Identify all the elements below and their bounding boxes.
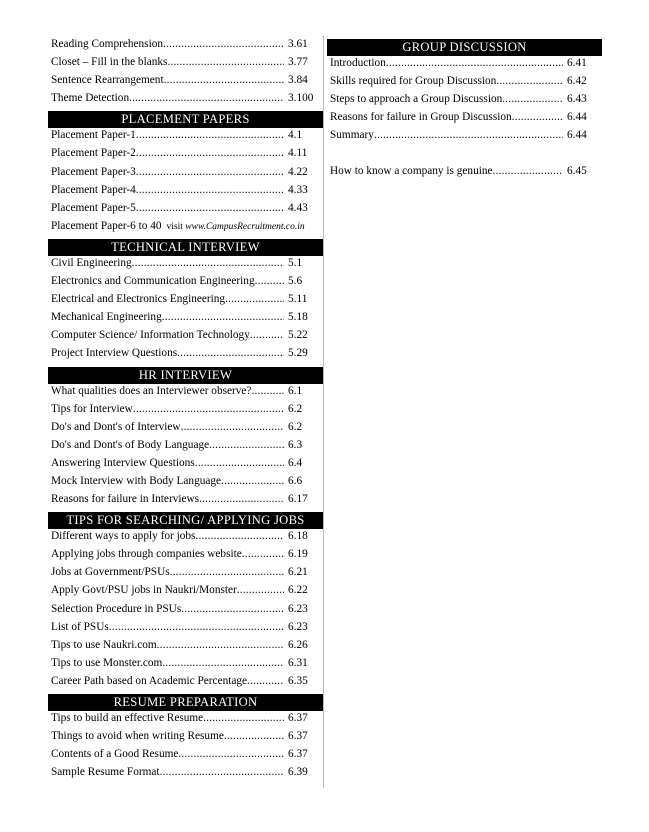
toc-entry xyxy=(48,147,323,165)
toc-entry-title: Tips to use Monster.com xyxy=(51,656,163,669)
toc-entry-page: 3.84 xyxy=(288,74,308,87)
toc-left-column xyxy=(48,38,323,784)
toc-entry-title: How to know a company is genuine xyxy=(330,165,493,178)
toc-entry xyxy=(48,166,323,184)
toc-entry-page: 6.31 xyxy=(288,656,308,669)
dot-leader xyxy=(136,184,284,196)
toc-entry-page: 3.100 xyxy=(288,92,314,105)
toc-entry-title: Things to avoid when writing Resume xyxy=(51,730,224,743)
toc-entry-title: Introduction xyxy=(330,57,386,69)
toc-entry xyxy=(48,748,323,766)
dot-leader xyxy=(109,621,284,633)
toc-entry-page: 5.11 xyxy=(288,293,308,306)
dot-leader xyxy=(177,347,284,359)
toc-entry-page: 6.18 xyxy=(288,530,308,543)
toc-entry xyxy=(48,421,323,439)
toc-entry-title: Reasons for failure in Interviews xyxy=(51,493,200,506)
toc-entry-page: 6.39 xyxy=(288,766,308,779)
toc-entry xyxy=(48,56,323,74)
toc-entry-title: Closet – Fill in the blanks xyxy=(51,56,168,69)
toc-entry-page: 6.37 xyxy=(288,730,308,743)
toc-entry-title: Electrical and Electronics Engineering xyxy=(51,293,226,306)
dot-leader xyxy=(496,75,563,87)
column-divider xyxy=(323,36,324,788)
toc-entry-page: 4.33 xyxy=(288,183,308,196)
dot-leader xyxy=(225,293,284,305)
toc-entry-page: 3.77 xyxy=(288,56,308,69)
toc-entry-title: Sample Resume Format xyxy=(51,766,160,779)
toc-entry xyxy=(48,639,323,657)
toc-entry-page: 6.45 xyxy=(567,165,587,178)
toc-entry xyxy=(48,311,323,329)
toc-entry-title: Jobs at Government/PSUs xyxy=(51,566,170,579)
toc-entry-page: 6.37 xyxy=(288,712,308,724)
toc-entry-title: Project Interview Questions xyxy=(51,347,178,360)
dot-leader xyxy=(512,111,563,123)
website-link[interactable]: www.CampusRecruitment.co.in xyxy=(185,221,305,232)
toc-entry xyxy=(48,675,323,693)
toc-entry-page: 5.29 xyxy=(288,347,308,360)
toc-entry-title: Applying jobs through companies website xyxy=(51,548,242,561)
toc-entry xyxy=(327,165,602,183)
toc-entry xyxy=(48,603,323,621)
toc-entry xyxy=(48,530,323,548)
toc-entry xyxy=(327,129,602,147)
dot-leader xyxy=(250,329,284,341)
toc-entry-page: 4.1 xyxy=(288,129,303,142)
dot-leader xyxy=(221,475,284,487)
toc-entry-title: Placement Paper-5 xyxy=(51,201,136,214)
toc-entry-page: 6.21 xyxy=(288,566,308,579)
dot-leader xyxy=(136,129,284,141)
toc-entry-page: 6.42 xyxy=(567,75,587,88)
toc-entry-title: Computer Science/ Information Technology xyxy=(51,329,250,342)
toc-entry-page: 6.23 xyxy=(288,602,308,615)
toc-entry-title: Reading Comprehension xyxy=(51,38,164,50)
toc-entry-title: Steps to approach a Group Discussion xyxy=(330,93,503,106)
toc-entry-page: 5.6 xyxy=(288,275,303,288)
toc-entry xyxy=(48,92,323,110)
note-title: Placement Paper-6 to 40 xyxy=(51,219,162,232)
dot-leader xyxy=(157,639,284,651)
visit-label: visit xyxy=(166,221,183,232)
toc-entry-page: 6.37 xyxy=(288,748,308,761)
section-heading-hr-interview: HR INTERVIEW xyxy=(48,367,323,384)
toc-entry xyxy=(48,275,323,293)
toc-entry xyxy=(48,74,323,92)
toc-entry-title: Answering Interview Questions xyxy=(51,456,195,469)
dot-leader xyxy=(224,730,284,742)
dot-leader xyxy=(181,421,284,433)
dot-leader xyxy=(132,257,284,269)
toc-entry xyxy=(327,93,602,111)
toc-entry-title: Mechanical Engineering xyxy=(51,311,162,324)
toc-entry xyxy=(48,385,323,403)
section-heading-placement-papers: PLACEMENT PAPERS xyxy=(48,111,323,128)
section-heading-technical-interview: TECHNICAL INTERVIEW xyxy=(48,239,323,256)
dot-leader xyxy=(255,275,284,287)
section-heading-group-discussion: GROUP DISCUSSION xyxy=(327,39,602,56)
toc-entry-title: Placement Paper-1 xyxy=(51,129,136,142)
dot-leader xyxy=(181,603,284,615)
toc-entry-title: Different ways to apply for jobs xyxy=(51,530,196,543)
toc-entry xyxy=(48,38,323,56)
dot-leader xyxy=(374,129,563,141)
toc-entry-page: 5.1 xyxy=(288,256,303,269)
toc-entry-page: 3.61 xyxy=(288,38,308,50)
toc-right-column xyxy=(327,38,602,184)
dot-leader xyxy=(178,748,284,760)
toc-entry-title: Tips to build an effective Resume xyxy=(51,712,204,724)
spacer xyxy=(327,147,602,165)
toc-entry-page: 6.35 xyxy=(288,674,308,687)
section-heading-tips-for-searching-applying-jobs: TIPS FOR SEARCHING/ APPLYING JOBS xyxy=(48,512,323,529)
toc-entry-title: Apply Govt/PSU jobs in Naukri/Monster xyxy=(51,584,237,597)
dot-leader xyxy=(386,57,563,69)
toc-entry-title: Electronics and Communication Engineering xyxy=(51,275,255,288)
toc-entry xyxy=(48,129,323,147)
toc-entry-page: 6.2 xyxy=(288,420,303,433)
dot-leader xyxy=(242,548,284,560)
toc-entry-page: 6.22 xyxy=(288,584,308,597)
dot-leader xyxy=(133,403,284,415)
toc-entry xyxy=(48,566,323,584)
dot-leader xyxy=(195,457,284,469)
toc-entry-page: 6.2 xyxy=(288,402,303,415)
toc-entry xyxy=(48,329,323,347)
dot-leader xyxy=(199,493,284,505)
toc-entry-page: 6.19 xyxy=(288,548,308,561)
toc-entry-title: What qualities does an Interviewer observe? xyxy=(51,384,252,397)
toc-entry-title: Selection Procedure in PSUs xyxy=(51,602,182,615)
toc-entry xyxy=(48,657,323,675)
dot-leader xyxy=(162,657,284,669)
toc-entry xyxy=(48,403,323,421)
toc-entry-page: 4.11 xyxy=(288,147,308,160)
dot-leader xyxy=(195,530,284,542)
toc-entry-title: Placement Paper-4 xyxy=(51,183,136,196)
toc-entry-page: 6.44 xyxy=(567,129,587,142)
dot-leader xyxy=(170,566,284,578)
toc-entry-page: 4.43 xyxy=(288,201,308,214)
toc-entry xyxy=(48,584,323,602)
toc-entry-title: Reasons for failure in Group Discussion xyxy=(330,111,512,124)
toc-entry-page: 6.23 xyxy=(288,620,308,633)
toc-entry-title: Placement Paper-3 xyxy=(51,165,136,178)
toc-entry xyxy=(48,730,323,748)
toc-entry-title: Tips to use Naukri.com xyxy=(51,638,157,651)
toc-entry-note xyxy=(48,220,323,238)
dot-leader xyxy=(136,202,284,214)
toc-entry-title: Mock Interview with Body Language xyxy=(51,474,222,487)
dot-leader xyxy=(136,147,284,159)
toc-entry xyxy=(48,202,323,220)
toc-entry-title: Do's and Dont's of Body Language xyxy=(51,438,210,451)
toc-entry-title: Career Path based on Academic Percentage xyxy=(51,674,248,687)
dot-leader xyxy=(136,166,284,178)
toc-entry-title: List of PSUs xyxy=(51,620,109,633)
toc-entry xyxy=(327,57,602,75)
toc-entry-page: 6.26 xyxy=(288,638,308,651)
section-heading-resume-preparation: RESUME PREPARATION xyxy=(48,694,323,711)
toc-entry xyxy=(327,111,602,129)
dot-leader xyxy=(162,311,284,323)
dot-leader xyxy=(164,74,284,86)
toc-entry-page: 5.22 xyxy=(288,329,308,342)
toc-entry-title: Tips for Interview xyxy=(51,402,133,415)
toc-entry-title: Theme Detection xyxy=(51,92,130,105)
toc-entry xyxy=(48,712,323,730)
toc-entry xyxy=(48,184,323,202)
toc-entry-title: Summary xyxy=(330,129,374,142)
toc-entry xyxy=(48,347,323,365)
dot-leader xyxy=(203,712,284,724)
toc-entry-title: Do's and Dont's of Interview xyxy=(51,420,181,433)
toc-entry xyxy=(48,457,323,475)
toc-entry-title xyxy=(48,220,323,232)
dot-leader xyxy=(163,38,284,50)
toc-entry-title: Civil Engineering xyxy=(51,256,132,269)
toc-entry xyxy=(48,257,323,275)
toc-entry-title: Contents of a Good Resume xyxy=(51,748,179,761)
toc-entry xyxy=(327,75,602,93)
toc-entry xyxy=(48,548,323,566)
dot-leader xyxy=(247,675,284,687)
toc-entry-page: 6.43 xyxy=(567,93,587,106)
toc-entry-title: Sentence Rearrangement xyxy=(51,74,164,87)
toc-entry xyxy=(48,493,323,511)
toc-entry xyxy=(48,439,323,457)
dot-leader xyxy=(167,56,284,68)
dot-leader xyxy=(237,584,284,596)
toc-entry-page: 6.3 xyxy=(288,438,303,451)
dot-leader xyxy=(251,385,284,397)
toc-entry-page: 6.44 xyxy=(567,111,587,124)
dot-leader xyxy=(129,92,284,104)
dot-leader xyxy=(209,439,284,451)
toc-entry-page: 6.17 xyxy=(288,493,308,506)
toc-entry xyxy=(48,621,323,639)
dot-leader xyxy=(160,766,284,778)
dot-leader xyxy=(502,93,563,105)
toc-entry-page: 5.18 xyxy=(288,311,308,324)
toc-entry xyxy=(48,475,323,493)
dot-leader xyxy=(493,165,563,177)
toc-entry-page: 4.22 xyxy=(288,165,308,178)
toc-entry-title: Skills required for Group Discussion xyxy=(330,75,497,88)
toc-entry xyxy=(48,766,323,784)
toc-entry-page: 6.6 xyxy=(288,474,303,487)
toc-entry-page: 6.4 xyxy=(288,456,303,469)
toc-entry-page: 6.1 xyxy=(288,384,303,397)
toc-entry-page: 6.41 xyxy=(567,57,587,69)
toc-entry xyxy=(48,293,323,311)
toc-entry-title: Placement Paper-2 xyxy=(51,147,136,160)
